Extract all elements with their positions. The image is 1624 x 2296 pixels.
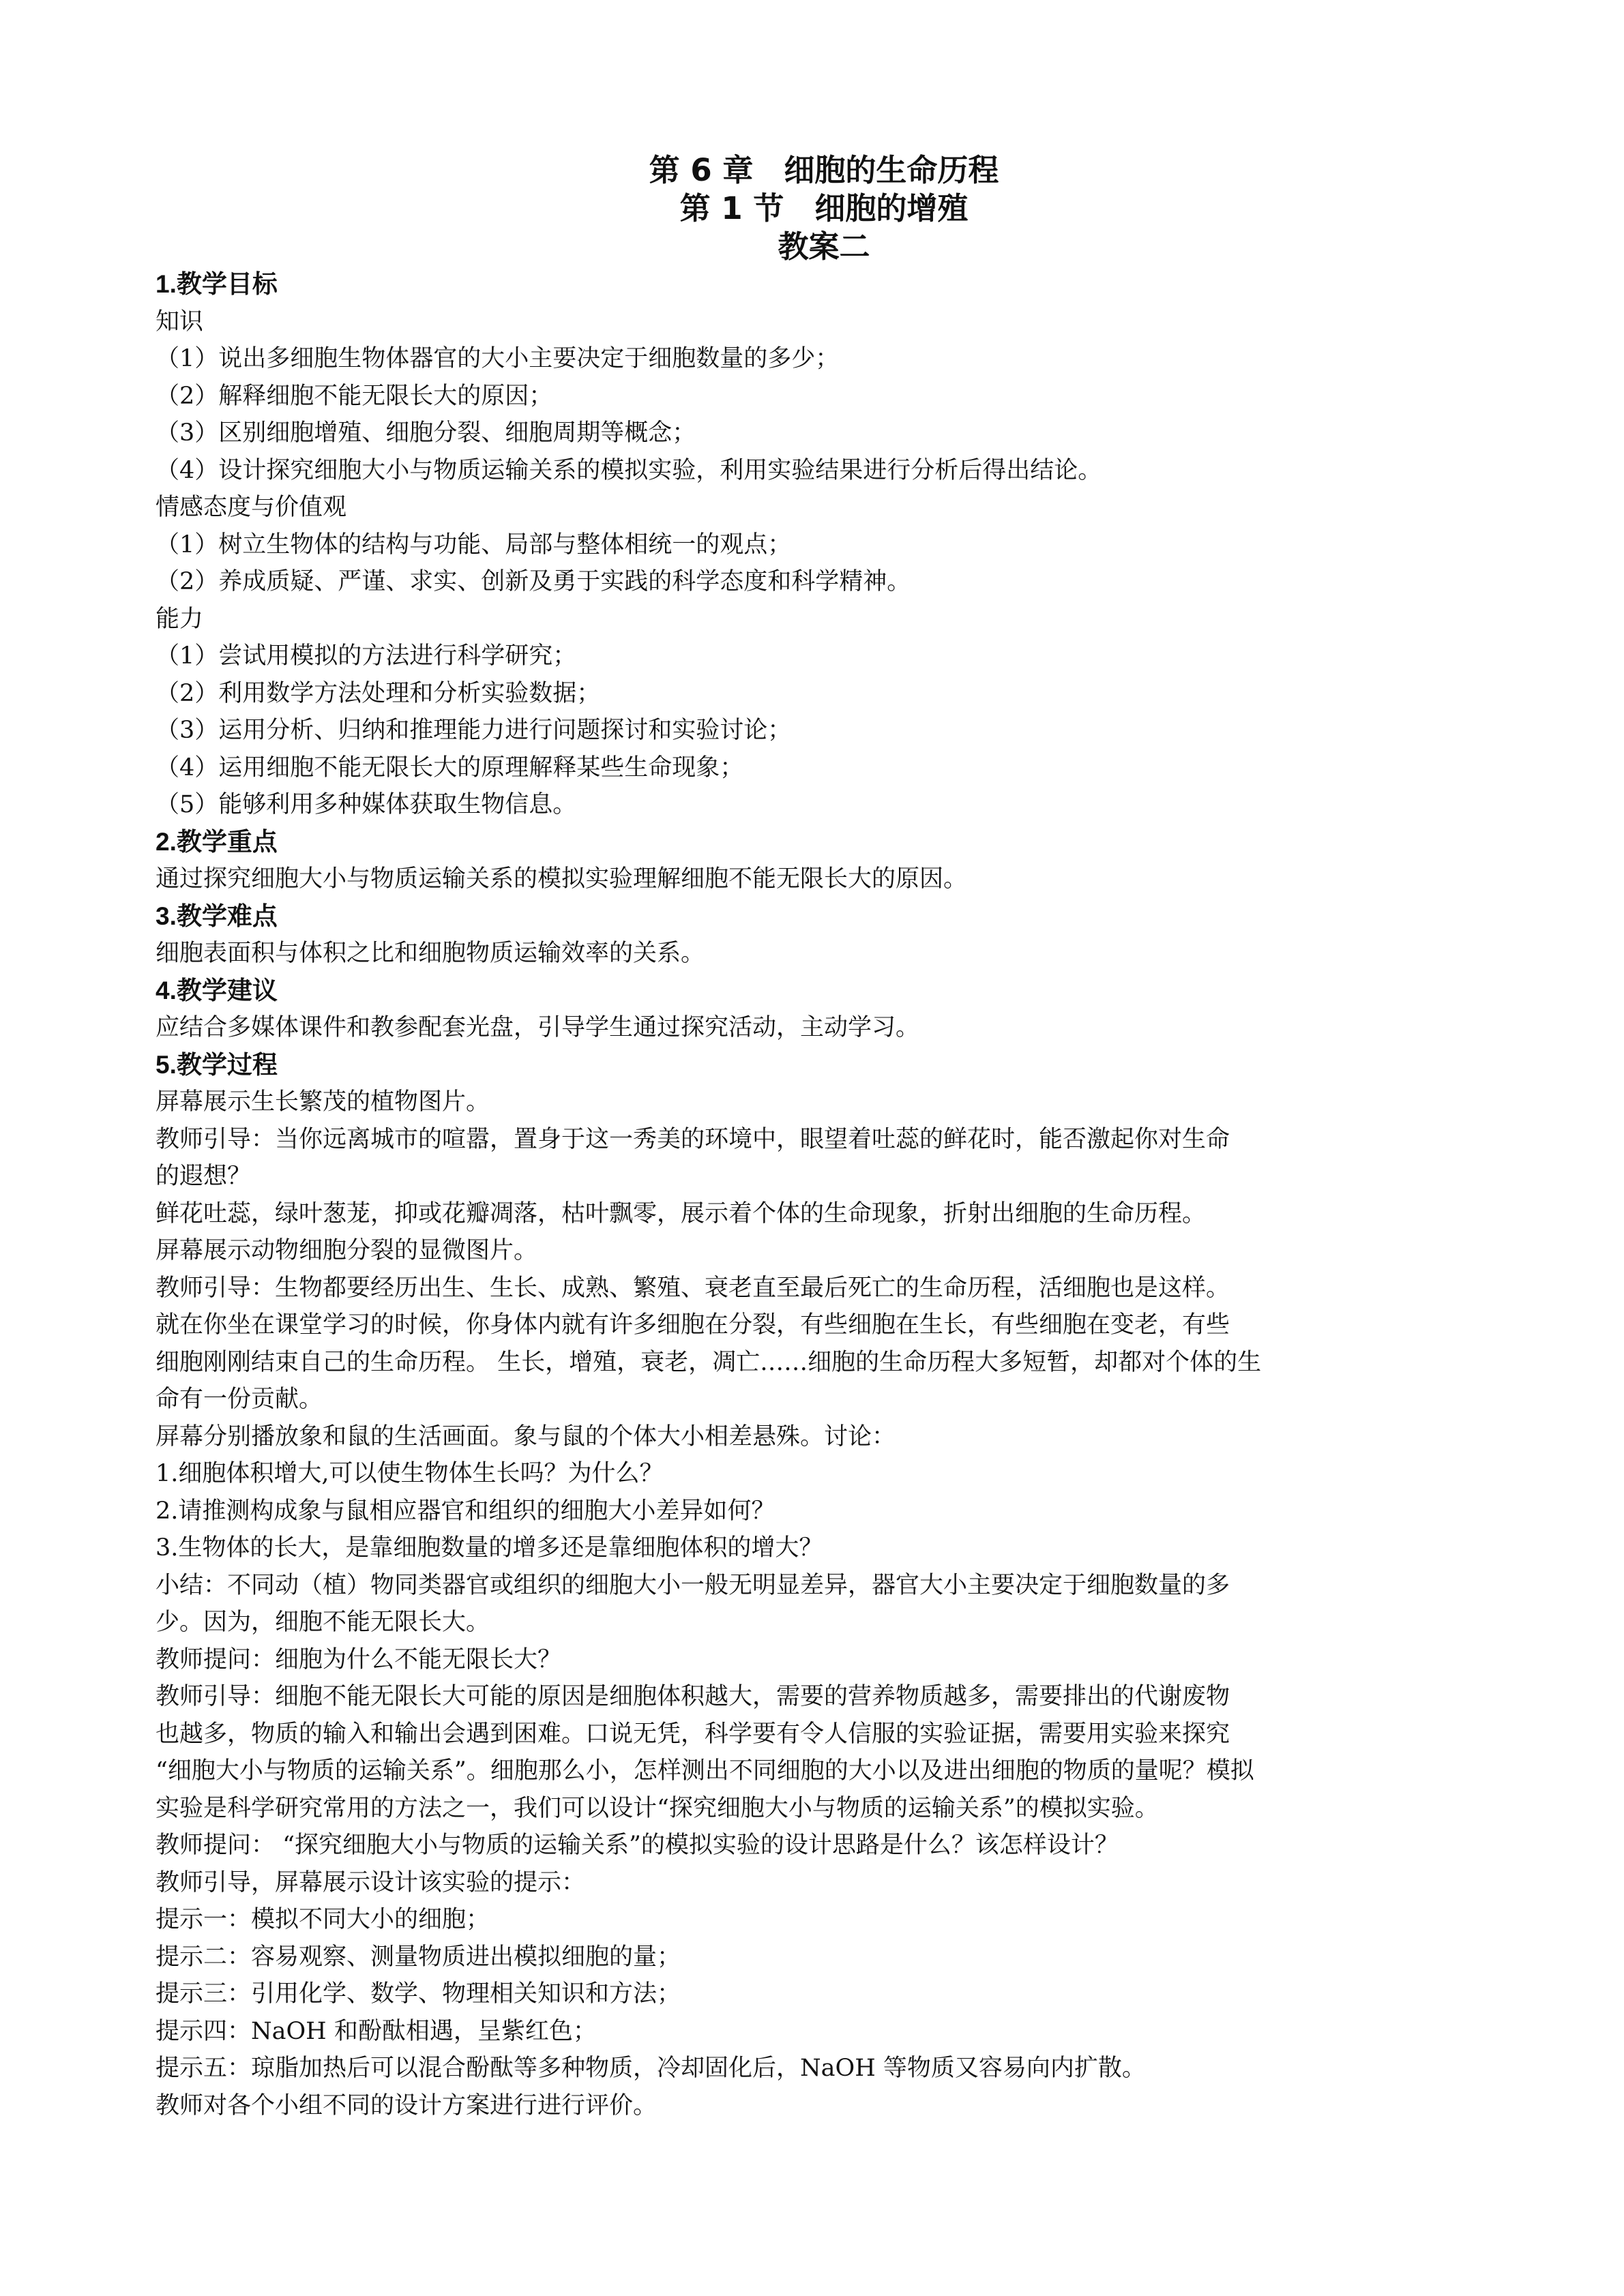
knowledge-item: （1）说出多细胞生物体器官的大小主要决定于细胞数量的多少； <box>156 345 840 372</box>
process-line: 教师引导：细胞不能无限长大可能的原因是细胞体积越大，需要的营养物质越多，需要排出的代谢废物 <box>156 1683 1230 1710</box>
plan-title: 教案二 <box>778 228 870 265</box>
process-heading: 5.教学过程 <box>156 1050 278 1079</box>
process-line: 教师引导，屏幕展示设计该实验的提示： <box>156 1868 586 1896</box>
process-line: 3.生物体的长大，是靠细胞数量的增多还是靠细胞体积的增大？ <box>156 1534 823 1562</box>
ability-item: （5）能够利用多种媒体获取生物信息。 <box>156 791 577 818</box>
process-line: 教师对各个小组不同的设计方案进行进行评价。 <box>156 2091 658 2119</box>
knowledge-item: （2）解释细胞不能无限长大的原因； <box>156 382 553 410</box>
knowledge-item: （4）设计探究细胞大小与物质运输关系的模拟实验，利用实验结果进行分析后得出结论。 <box>156 456 1102 484</box>
key-point-section <box>156 824 1492 898</box>
suggestion-text: 应结合多媒体课件和教参配套光盘，引导学生通过探究活动，主动学习。 <box>156 1014 920 1041</box>
process-line: 提示三：引用化学、数学、物理相关知识和方法； <box>156 1980 681 2008</box>
process-line: 提示二：容易观察、测量物质进出模拟细胞的量； <box>156 1943 681 1971</box>
knowledge-label: 知识 <box>156 308 204 336</box>
emotion-label: 情感态度与价值观 <box>156 494 347 521</box>
process-line: 的遐想？ <box>156 1163 252 1190</box>
title-block <box>156 151 1492 266</box>
process-line: 教师提问： “探究细胞大小与物质的运输关系”的模拟实验的设计思路是什么？该怎样设计？ <box>156 1832 1119 1859</box>
process-line: 教师引导：生物都要经历出生、生长、成熟、繁殖、衰老直至最后死亡的生命历程，活细胞也是这样。 <box>156 1274 1230 1302</box>
process-line: 就在你坐在课堂学习的时候，你身体内就有许多细胞在分裂，有些细胞在生长，有些细胞在变老，有些 <box>156 1311 1230 1339</box>
ability-item: （4）运用细胞不能无限长大的原理解释某些生命现象； <box>156 754 744 781</box>
process-line: 少。因为，细胞不能无限长大。 <box>156 1609 490 1636</box>
process-section <box>156 1047 1492 2125</box>
objectives-section <box>156 266 1492 824</box>
ability-item: （3）运用分析、归纳和推理能力进行问题探讨和实验讨论； <box>156 717 792 744</box>
ability-item: （1）尝试用模拟的方法进行科学研究； <box>156 642 577 670</box>
process-line: 教师提问：细胞为什么不能无限长大？ <box>156 1645 562 1673</box>
ability-item: （2）利用数学方法处理和分析实验数据； <box>156 679 601 707</box>
process-line: 也越多，物质的输入和输出会遇到困难。口说无凭，科学要有令人信服的实验证据，需要用实验来探究 <box>156 1720 1230 1748</box>
section-title: 第 1 节 细胞的增殖 <box>679 190 969 226</box>
difficulty-section <box>156 898 1492 972</box>
difficulty-text: 细胞表面积与体积之比和细胞物质运输效率的关系。 <box>156 940 705 967</box>
chapter-title: 第 6 章 细胞的生命历程 <box>649 152 999 188</box>
suggestion-heading: 4.教学建议 <box>156 976 278 1004</box>
process-line: 屏幕展示生长繁茂的植物图片。 <box>156 1088 490 1116</box>
key-point-text: 通过探究细胞大小与物质运输关系的模拟实验理解细胞不能无限长大的原因。 <box>156 865 968 893</box>
process-line: 实验是科学研究常用的方法之一，我们可以设计“探究细胞大小与物质的运输关系”的模拟实验。 <box>156 1794 1159 1822</box>
process-line: 屏幕分别播放象和鼠的生活画面。象与鼠的个体大小相差悬殊。讨论： <box>156 1422 896 1450</box>
knowledge-item: （3）区别细胞增殖、细胞分裂、细胞周期等概念； <box>156 419 696 447</box>
emotion-item: （1）树立生物体的结构与功能、局部与整体相统一的观点； <box>156 531 792 558</box>
suggestion-section <box>156 972 1492 1047</box>
key-point-heading: 2.教学重点 <box>156 827 278 856</box>
process-line: 细胞刚刚结束自己的生命历程。 生长，增殖，衰老，凋亡……细胞的生命历程大多短暂，却都对个体的生 <box>156 1348 1262 1376</box>
process-line: “细胞大小与物质的运输关系”。细胞那么小，怎样测出不同细胞的大小以及进出细胞的物质的量呢？模拟 <box>156 1757 1254 1785</box>
process-line: 小结：不同动（植）物同类器官或组织的细胞大小一般无明显差异，器官大小主要决定于细胞数量的多 <box>156 1571 1230 1599</box>
process-line: 屏幕展示动物细胞分裂的显微图片。 <box>156 1237 538 1264</box>
difficulty-heading: 3.教学难点 <box>156 901 278 930</box>
document-page <box>156 0 1492 2124</box>
process-line: 提示一：模拟不同大小的细胞； <box>156 1906 490 1933</box>
process-line: 1.细胞体积增大,可以使生物体生长吗？为什么？ <box>156 1460 664 1487</box>
process-line: 提示五：琼脂加热后可以混合酚酞等多种物质，冷却固化后，NaOH 等物质又容易向内扩散。 <box>156 2055 1146 2082</box>
emotion-item: （2）养成质疑、严谨、求实、创新及勇于实践的科学态度和科学精神。 <box>156 568 911 595</box>
process-line: 命有一份贡献。 <box>156 1386 323 1413</box>
process-line: 鲜花吐蕊，绿叶葱茏，抑或花瓣凋落，枯叶飘零，展示着个体的生命现象，折射出细胞的生命历程。 <box>156 1199 1207 1227</box>
process-line: 提示四：NaOH 和酚酞相遇，呈紫红色； <box>156 2017 597 2045</box>
objectives-heading: 1.教学目标 <box>156 270 278 298</box>
process-line: 教师引导：当你远离城市的喧嚣，置身于这一秀美的环境中，眼望着吐蕊的鲜花时，能否激起你对生命 <box>156 1125 1230 1153</box>
process-line: 2.请推测构成象与鼠相应器官和组织的细胞大小差异如何？ <box>156 1497 776 1525</box>
ability-label: 能力 <box>156 605 204 633</box>
